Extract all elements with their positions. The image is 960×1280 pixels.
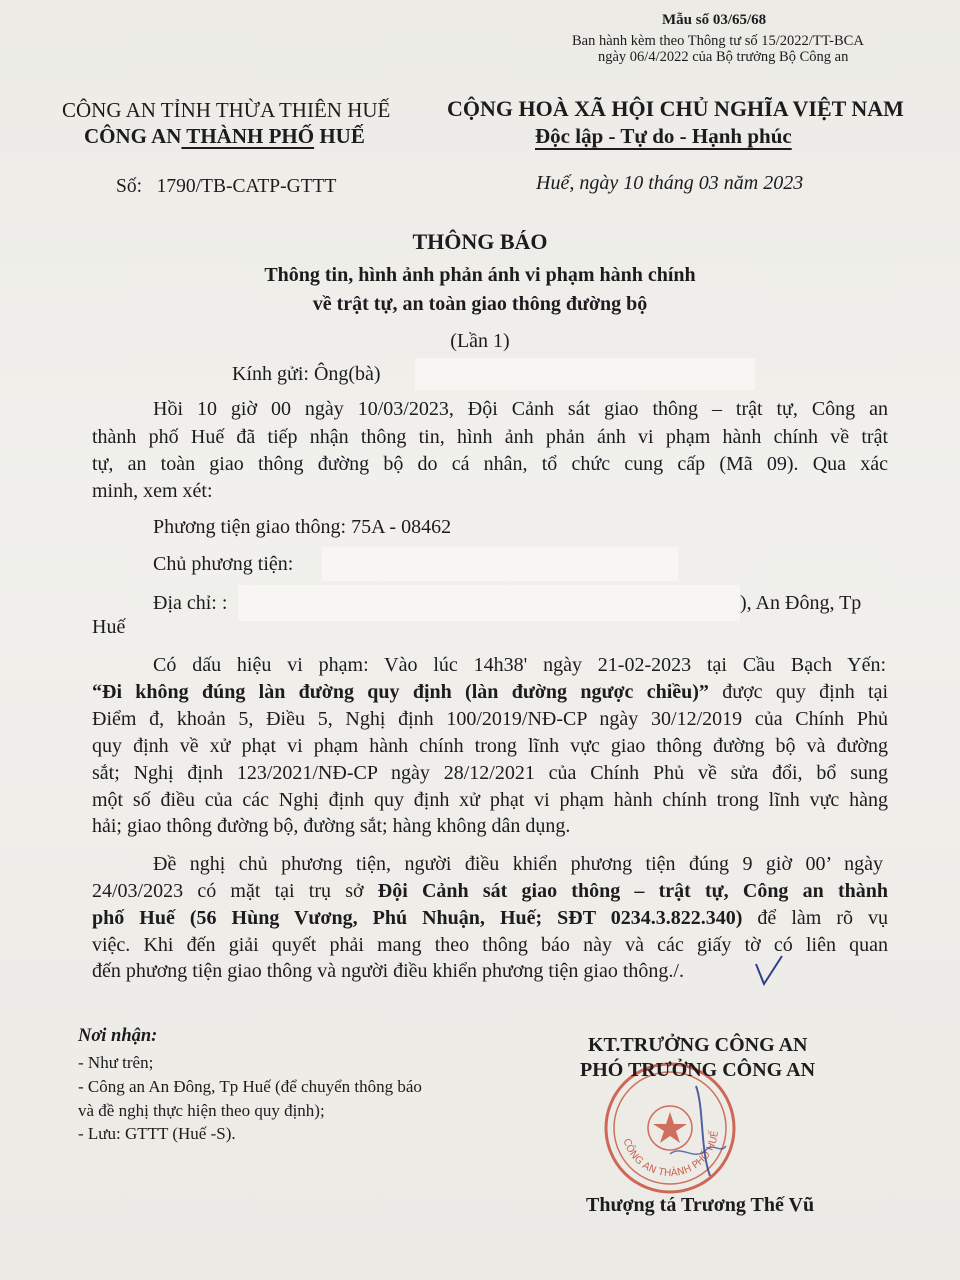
- signer-title-2: PHÓ TRƯỞNG CÔNG AN: [580, 1059, 816, 1081]
- office-address: phố Huế (56 Hùng Vương, Phú Nhuận, Huế; SĐT 0234.3.822.340): [92, 907, 743, 929]
- recipients-title: Nơi nhận:: [78, 1026, 158, 1046]
- org-line1: CÔNG AN TỈNH THỪA THIÊN HUẾ: [62, 98, 391, 122]
- signer-title-1: KT.TRƯỞNG CÔNG AN: [588, 1034, 808, 1056]
- p2-line6: một số điều của các Nghị định quy định xử phạt vi phạm hành chính trong lĩnh vực hàng: [92, 789, 888, 811]
- p2-line5: sắt; Nghị định 123/2021/NĐ-CP ngày 28/12/2021 của Chính Phủ về sửa đổi, bổ sung: [92, 762, 888, 784]
- owner-label: Chủ phương tiện:: [153, 553, 294, 575]
- address-city: Huế: [92, 616, 126, 638]
- redacted-address: [238, 585, 740, 621]
- org-line2-underlined: THÀNH PHỐ: [181, 124, 315, 148]
- org-line2-prefix: CÔNG AN: [84, 124, 182, 148]
- violation-text: “Đi không đúng làn đường quy định (làn đường ngược chiều)”: [92, 681, 709, 703]
- p3-line5: đến phương tiện giao thông và người điều khiển phương tiện giao thông./.: [92, 960, 684, 982]
- doc-number: [116, 176, 336, 198]
- p2-line7: hải; giao thông đường bộ, đường sắt; hàng không dân dụng.: [92, 815, 571, 837]
- p2-line2-rest: được quy định tại: [708, 681, 889, 703]
- form-issued-line2: ngày 06/4/2022 của Bộ trưởng Bộ Công an: [598, 49, 849, 65]
- p1-line1: Hồi 10 giờ 00 ngày 10/03/2023, Đội Cảnh sát giao thông – trật tự, Công an: [153, 398, 888, 420]
- pen-checkmark-icon: [752, 950, 832, 990]
- signer-name: Thượng tá Trương Thế Vũ: [586, 1194, 815, 1216]
- doc-subtitle-1: Thông tin, hình ảnh phản ánh vi phạm hành chính: [264, 264, 696, 286]
- p2-line4: quy định về xử phạt vi phạm hành chính trong lĩnh vực giao thông đường bộ và đường: [92, 735, 888, 757]
- p2-line2: [92, 681, 888, 704]
- doc-times: (Lần 1): [450, 330, 510, 352]
- p3-line2-bold: Đội Cảnh sát giao thông – trật tự, Công an thành: [377, 880, 888, 902]
- p2-line3: Điểm đ, khoản 5, Điều 5, Nghị định 100/2019/NĐ-CP ngày 30/12/2019 của Chính Phủ: [92, 708, 888, 730]
- address-label: Địa chỉ: :: [153, 592, 228, 614]
- doc-subtitle-2: về trật tự, an toàn giao thông đường bộ: [312, 293, 648, 315]
- form-code: Mẫu số 03/65/68: [662, 12, 767, 28]
- nation-motto: Độc lập - Tự do - Hạnh phúc: [535, 124, 792, 148]
- p3-line2-a: 24/03/2023 có mặt tại trụ sở: [92, 880, 378, 902]
- recipient-line3: và đề nghị thực hiện theo quy định);: [78, 1101, 325, 1120]
- doc-date: Huế, ngày 10 tháng 03 năm 2023: [536, 172, 804, 194]
- nation-line1: CỘNG HOÀ XÃ HỘI CHỦ NGHĨA VIỆT NAM: [447, 96, 904, 121]
- p3-line3-rest: để làm rõ vụ: [742, 907, 889, 929]
- p3-line2: [92, 880, 888, 903]
- p3-line3: [92, 907, 888, 930]
- doc-number-value: 1790/TB-CATP-GTTT: [156, 176, 337, 197]
- p1-line3: tự, an toàn giao thông đường bộ do cá nhân, tổ chức cung cấp (Mã 09). Qua xác: [92, 453, 888, 475]
- p1-line4: minh, xem xét:: [92, 480, 213, 502]
- redacted-owner: [322, 547, 678, 581]
- recipient-line2: - Công an An Đông, Tp Huế (để chuyển thông báo: [78, 1077, 422, 1096]
- doc-number-label: Số:: [116, 176, 143, 197]
- p2-line1: Có dấu hiệu vi phạm: Vào lúc 14h38' ngày 21-02-2023 tại Cầu Bạch Yến:: [153, 654, 886, 676]
- redacted-name: [415, 358, 755, 390]
- doc-title: THÔNG BÁO: [412, 229, 548, 254]
- greeting: Kính gửi: Ông(bà): [232, 363, 381, 385]
- recipient-line1: - Như trên;: [78, 1053, 154, 1072]
- vehicle-plate: Phương tiện giao thông: 75A - 08462: [153, 516, 452, 538]
- org-line2: [84, 124, 365, 149]
- recipient-line4: - Lưu: GTTT (Huế -S).: [78, 1124, 236, 1143]
- seal-text: CÔNG AN THÀNH PHỐ HUẾ: [620, 1130, 721, 1180]
- p3-line1: Đề nghị chủ phương tiện, người điều khiển phương tiện đúng 9 giờ 00’ ngày: [153, 853, 883, 875]
- form-issued-line1: Ban hành kèm theo Thông tư số 15/2022/TT-BCA: [572, 33, 864, 49]
- p3-line4: việc. Khi đến giải quyết phải mang theo thông báo này và các giấy tờ có liên quan: [92, 934, 888, 956]
- p1-line2: thành phố Huế đã tiếp nhận thông tin, hình ảnh phản ánh vi phạm hành chính về trật: [92, 426, 888, 448]
- org-line2-suffix: HUẾ: [314, 124, 365, 148]
- address-tail: ), An Đông, Tp: [740, 592, 862, 614]
